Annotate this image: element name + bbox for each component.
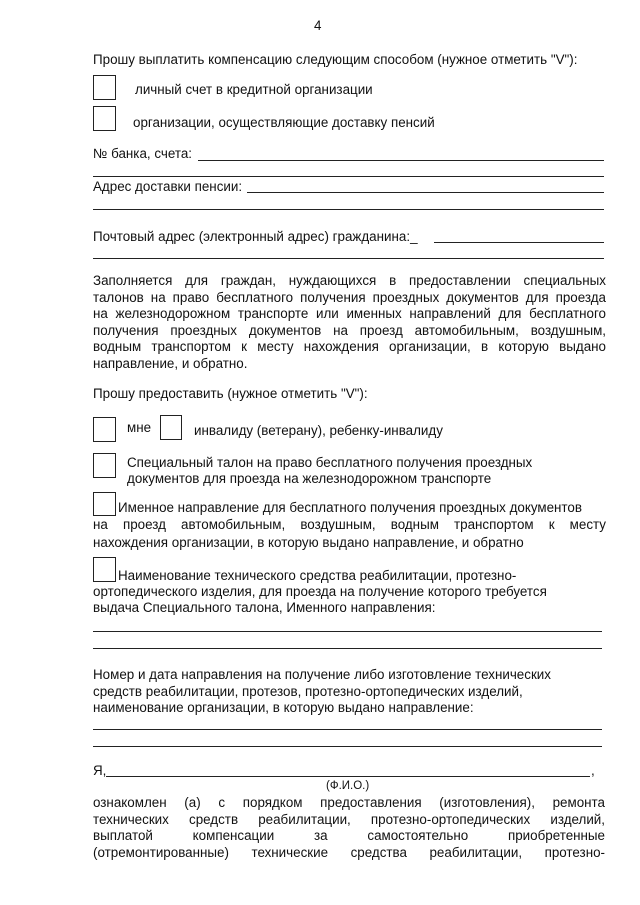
special-talon-line2: документов для проезда на железнодорожном транспорте [127,471,492,486]
fio-caption: (Ф.И.О.) [326,780,370,792]
named-direction-line1: Именное направление для бесплатного получения проездных документов [118,500,582,515]
postal-label: Почтовый адрес (электронный адрес) гражданина:_ [93,229,418,244]
checkbox-pension-delivery[interactable] [93,106,116,131]
checkbox-special-talon[interactable] [93,453,116,478]
checkbox-technical-means[interactable] [93,557,116,582]
option-personal-account: личный счет в кредитной организации [135,82,373,97]
fill-note-paragraph [93,273,606,372]
acquainted-line: выплатой компенсации за самостоятельно приобретенные [93,828,605,843]
fill-note-line: получения проездных документов на проезд автомобильным, воздушным, [93,322,606,338]
fill-note-line-last: направление, и обратно. [93,355,248,371]
number-date-input-line-2[interactable] [93,746,602,747]
checkbox-invalid[interactable] [160,415,182,440]
pay-method-heading: Прошу выплатить компенсацию следующим способом (нужное отметить "V"): [93,52,578,67]
acquainted-line: (отремонтированные) технические средства реабилитации, протезно- [93,844,605,860]
pension-address-line[interactable] [247,192,604,193]
acquainted-line: ознакомлен (а) с порядком предоставления (изготовления), ремонта [93,795,605,810]
provide-heading: Прошу предоставить (нужное отметить "V"): [93,386,368,401]
technical-means-input-line[interactable] [93,631,602,632]
special-talon-line1: Специальный талон на право бесплатного получения проездных [127,455,533,470]
number-date-line3: наименование организации, в которую выдано направление: [93,700,474,715]
technical-means-line1: Наименование технического средства реабилитации, протезно- [118,568,517,583]
fill-note-line: Заполняется для граждан, нуждающихся в предоставлении специальных [93,273,606,288]
pension-address-line-2[interactable] [93,209,604,210]
technical-means-line3: выдача Специального талона, Именного направления: [93,600,436,615]
technical-means-input-line-2[interactable] [93,648,602,649]
fill-note-line: на железнодорожном транспорте или именных направлений для бесплатного [93,306,606,321]
option-invalid: инвалиду (ветерану), ребенку-инвалиду [194,423,443,438]
fill-note-line: водным транспортом к месту нахождения организации, в которую выдано [93,339,606,354]
number-date-line2: средств реабилитации, протезов, протезно-ортопедических изделий, [93,684,523,699]
page-number: 4 [314,18,322,33]
named-direction-line2: на проезд автомобильным, воздушным, водным транспортом к месту [93,517,606,532]
postal-line-2[interactable] [93,258,604,259]
number-date-line1: Номер и дата направления на получение либо изготовление технических [93,667,551,682]
technical-means-line2: ортопедического изделия, для проезда на получение которого требуется [93,584,547,599]
checkbox-personal-account[interactable] [93,75,116,100]
fio-input-line[interactable] [106,776,590,777]
ya-label: Я, [93,763,107,778]
option-pension-delivery: организации, осуществляющие доставку пенсий [133,115,435,130]
checkbox-me[interactable] [93,417,116,442]
pension-address-label: Адрес доставки пенсии: [93,179,243,194]
checkbox-named-direction[interactable] [93,492,116,516]
postal-line[interactable] [434,242,604,243]
bank-input-line[interactable] [198,160,604,161]
bank-label: № банка, счета: [93,146,193,161]
fio-comma: , [591,763,595,778]
acquainted-line: технических средств реабилитации, протезно-ортопедических изделий, [93,811,605,827]
number-date-input-line[interactable] [93,729,602,730]
bank-input-line-2[interactable] [93,176,604,177]
fill-note-line: талонов на право бесплатного получения проездных документов для проезда [93,289,606,305]
named-direction-line3: нахождения организации, в которую выдано направление, и обратно [93,535,524,550]
option-me: мне [127,420,152,435]
acquainted-paragraph [93,795,605,861]
